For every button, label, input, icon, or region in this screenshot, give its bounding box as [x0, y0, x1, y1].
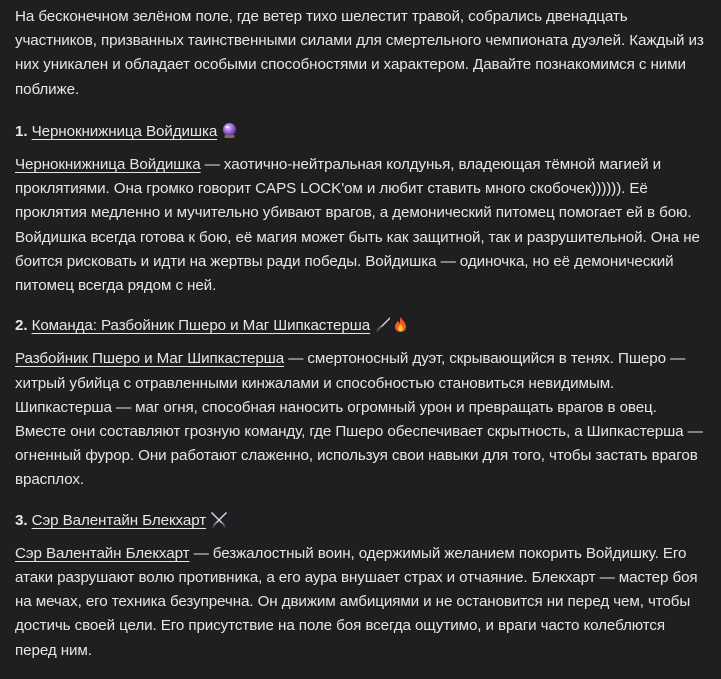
crystal-ball-icon — [221, 122, 238, 147]
section-body — [15, 347, 710, 492]
character-name: Сэр Валентайн Блекхарт — [15, 544, 190, 562]
section-number: 3. — [15, 511, 28, 529]
character-section — [15, 509, 710, 663]
section-number: 1. — [15, 122, 28, 140]
section-number: 2. — [15, 317, 28, 335]
crossed-swords-icon — [210, 511, 228, 536]
character-section — [15, 120, 710, 298]
character-name: Разбойник Пшеро и Маг Шипкастерша — [15, 350, 285, 368]
intro-paragraph: На бесконечном зелёном поле, где ветер тихо шелестит травой, собрались двенадцать участников, призванных таинственными силами для смертельного чемпионата дуэлей. Каждый из них уникален и обладает особыми способностями и характером. Давайте познакомимся с ними поближе. — [15, 8, 704, 98]
character-description: — хаотично-нейтральная колдунья, владеющая тёмной магией и проклятиями. Она громко говорит CAPS LOCK'ом и любит ставить много скобочек)))))). Её проклятия медленно и мучительно убивают врагов, а демонический питомец помогает ей в бою. Войдишка всегда готова к бою, её магия может быть как защитной, так и разрушительной. Она не боится рисковать и идти на жертвы ради победы. Войдишка — одиночка, но её демонический питомец всегда рядом с ней. — [15, 156, 700, 295]
section-title: Команда: Разбойник Пшеро и Маг Шипкастерша — [31, 317, 371, 335]
dagger-icon — [374, 316, 391, 341]
section-heading — [15, 314, 710, 341]
character-description: — смертоносный дуэт, скрывающийся в тенях. Пшеро — хитрый убийца с отравленными кинжалами и способностью становиться невидимым. Шипкастерша — маг огня, способная наносить огромный урон и превращать врагов в овец. Вместе они составляют грозную команду, где Пшеро обеспечивает скрытность, а Шипкастерша — огненный фурор. Они работают слаженно, используя свои навыки для того, чтобы застать врагов врасплох. — [15, 350, 703, 489]
section-heading — [15, 509, 710, 536]
character-section — [15, 314, 710, 492]
character-name: Чернокнижница Войдишка — [15, 156, 201, 174]
character-description: — безжалостный воин, одержимый желанием покорить Войдишку. Его атаки разрушают волю противника, а его аура внушает страх и отчаяние. Блекхарт — мастер боя на мечах, его техника безупречна. Он движим амбициями и не остановится ни перед чем, чтобы достичь своей цели. Его присутствие на поле боя всегда ощутимо, и враги часто колеблются перед ним. — [15, 544, 698, 659]
section-heading — [15, 120, 710, 147]
fire-icon — [392, 316, 409, 341]
assistant-message — [15, 5, 710, 679]
section-title: Чернокнижница Войдишка — [31, 122, 218, 140]
section-title: Сэр Валентайн Блекхарт — [31, 511, 207, 529]
section-body — [15, 153, 710, 298]
section-body — [15, 542, 710, 663]
